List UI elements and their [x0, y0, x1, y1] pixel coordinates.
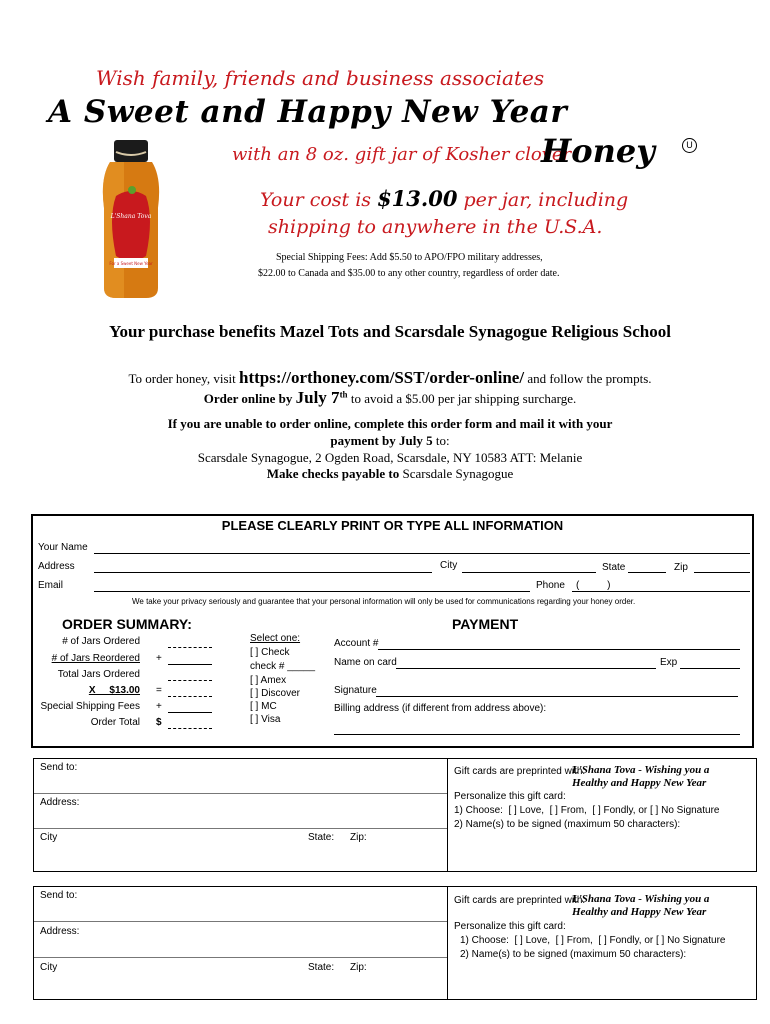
- city-label: City: [440, 560, 458, 571]
- cost-line1: [260, 186, 628, 211]
- select-one-label: Select one:: [250, 633, 301, 644]
- x-price: X $13.00: [88, 685, 140, 696]
- names-2[interactable]: 2) Name(s) to be signed (maximum 50 characters):: [460, 949, 687, 960]
- your-name-field[interactable]: [94, 553, 750, 554]
- send-to-label-2: Send to:: [40, 890, 78, 901]
- choose-2[interactable]: 1) Choose: [ ] Love, [ ] From, [ ] Fondly, or [ ] No Signature: [460, 935, 726, 946]
- honey-word: Honey: [541, 132, 655, 170]
- jars-reordered-label: # of Jars Reordered: [51, 653, 140, 664]
- mc-option[interactable]: [ ] MC: [250, 701, 277, 712]
- state-label-2: State:: [308, 962, 335, 973]
- send-to-field-1[interactable]: [34, 793, 447, 794]
- gift-prefix-1: Gift cards are preprinted with:: [454, 766, 586, 777]
- headline: A Sweet and Happy New Year: [48, 94, 568, 130]
- order-total-field[interactable]: [168, 728, 212, 729]
- jars-reordered-field[interactable]: [168, 664, 212, 665]
- discover-option[interactable]: [ ] Discover: [250, 688, 301, 699]
- billing-field[interactable]: [334, 734, 740, 735]
- cost-line2: shipping to anywhere in the U.S.A.: [268, 216, 603, 238]
- personalize-1: Personalize this gift card:: [454, 791, 566, 802]
- phone-parens: ( ): [576, 580, 611, 591]
- address-label-2: Address:: [40, 926, 80, 937]
- address-label: Address: [38, 561, 75, 572]
- address-field[interactable]: [94, 572, 432, 573]
- state-label-1: State:: [308, 832, 335, 843]
- total-jars-label: Total Jars Ordered: [57, 669, 140, 680]
- state-label: State: [602, 562, 626, 573]
- zip-label-1: Zip:: [350, 832, 367, 843]
- state-field[interactable]: [628, 572, 666, 573]
- names-1[interactable]: 2) Name(s) to be signed (maximum 50 characters):: [454, 819, 681, 830]
- jars-ordered-field[interactable]: [168, 647, 212, 648]
- zip-field[interactable]: [694, 572, 750, 573]
- signature-field[interactable]: [376, 696, 738, 697]
- recipient-divider-1: [447, 758, 448, 871]
- email-field[interactable]: [94, 591, 530, 592]
- name-on-card-label: Name on card: [334, 657, 397, 668]
- mail-to: to:: [432, 433, 450, 448]
- account-label: Account #: [334, 638, 379, 649]
- gift-msg2-2: Healthy and Happy New Year: [572, 906, 707, 918]
- gift-msg2-1: Healthy and Happy New Year: [572, 777, 707, 789]
- signature-label: Signature: [334, 685, 377, 696]
- gift-msg1-1: L'Shana Tova - Wishing you a: [572, 764, 710, 776]
- check-number-field[interactable]: check # _____: [250, 661, 316, 672]
- exp-label: Exp: [660, 657, 678, 668]
- cost-prefix: Your cost is: [260, 189, 378, 211]
- jar-label-bottom: For a Sweet New Year: [109, 261, 153, 266]
- privacy-note: We take your privacy seriously and guarantee that your personal information will only be used for communications regarding your honey order.: [132, 597, 636, 606]
- checks-payee: Scarsdale Synagogue: [399, 466, 514, 481]
- choose-1[interactable]: 1) Choose: [ ] Love, [ ] From, [ ] Fondly, or [ ] No Signature: [454, 805, 720, 816]
- deadline-line: [0, 388, 770, 408]
- order-online-line: [0, 368, 770, 388]
- exp-field[interactable]: [680, 668, 740, 669]
- mail-line1: If you are unable to order online, complete this order form and mail it with your: [167, 416, 613, 431]
- order-total-label: Order Total: [90, 717, 140, 728]
- personalize-2: Personalize this gift card:: [454, 921, 566, 932]
- account-field[interactable]: [378, 649, 740, 650]
- deadline-sup: th: [339, 389, 348, 400]
- special-shipping-label: Special Shipping Fees: [40, 701, 140, 712]
- honey-jar-image: [96, 138, 166, 300]
- special-shipping-field[interactable]: [168, 712, 212, 713]
- gift-line: with an 8 oz. gift jar of Kosher clover: [232, 144, 572, 165]
- send-to-label-1: Send to:: [40, 762, 78, 773]
- cost-price: $13.00: [377, 186, 458, 211]
- address-field-1[interactable]: [34, 828, 447, 829]
- phone-label: Phone: [536, 580, 565, 591]
- order-url-link[interactable]: https://orthoney.com/SST/order-online/: [239, 368, 525, 387]
- subtotal-field[interactable]: [168, 696, 212, 697]
- plus-sign-2: +: [156, 701, 162, 712]
- email-label: Email: [38, 580, 64, 591]
- address-field-2[interactable]: [34, 957, 447, 958]
- order-suffix: and follow the prompts.: [524, 371, 652, 386]
- checks-line: [0, 466, 770, 482]
- phone-field[interactable]: [572, 591, 750, 592]
- equals-sign: =: [156, 685, 162, 696]
- kosher-symbol-icon: U: [682, 138, 697, 153]
- checks-bold: Make checks payable to: [266, 466, 400, 481]
- recipient-divider-2: [447, 886, 448, 999]
- cost-suffix: per jar, including: [457, 189, 629, 211]
- zip-label: Zip: [674, 562, 688, 573]
- tagline: Wish family, friends and business associates: [96, 66, 545, 90]
- plus-sign-1: +: [156, 653, 162, 664]
- name-on-card-field[interactable]: [396, 668, 656, 669]
- city-label-2: City: [40, 962, 58, 973]
- deadline-date: July 7: [295, 388, 340, 407]
- deadline-suffix: to avoid a $5.00 per jar shipping surcharge.: [347, 391, 577, 406]
- order-prefix: To order honey, visit: [128, 371, 239, 386]
- dollar-sign: $: [156, 717, 162, 728]
- shipping-fees-1: Special Shipping Fees: Add $5.50 to APO/FPO military addresses,: [276, 252, 543, 263]
- amex-option[interactable]: [ ] Amex: [250, 675, 287, 686]
- address-label-1: Address:: [40, 797, 80, 808]
- city-field[interactable]: [462, 572, 596, 573]
- city-label-1: City: [40, 832, 58, 843]
- jars-ordered-label: # of Jars Ordered: [62, 636, 140, 647]
- form-title: PLEASE CLEARLY PRINT OR TYPE ALL INFORMATION: [221, 518, 564, 533]
- mail-address: Scarsdale Synagogue, 2 Ogden Road, Scarsdale, NY 10583 ATT: Melanie: [197, 450, 583, 465]
- visa-option[interactable]: [ ] Visa: [250, 714, 281, 725]
- check-option[interactable]: [ ] Check: [250, 647, 290, 658]
- order-summary-title: ORDER SUMMARY:: [62, 616, 192, 632]
- jar-label-top: L'Shana Tova: [110, 213, 152, 220]
- mail-deadline: payment by July 5: [330, 433, 433, 448]
- billing-label: Billing address (if different from address above):: [334, 703, 547, 714]
- total-jars-field[interactable]: [168, 680, 212, 681]
- mail-line2: [0, 433, 770, 449]
- shipping-fees-2: $22.00 to Canada and $35.00 to any other country, regardless of order date.: [258, 268, 560, 279]
- zip-label-2: Zip:: [350, 962, 367, 973]
- payment-title: PAYMENT: [452, 616, 519, 632]
- gift-prefix-2: Gift cards are preprinted with:: [454, 895, 586, 906]
- send-to-field-2[interactable]: [34, 921, 447, 922]
- benefits-heading: Your purchase benefits Mazel Tots and Scarsdale Synagogue Religious School: [109, 322, 671, 341]
- your-name-label: Your Name: [38, 542, 88, 553]
- gift-msg1-2: L'Shana Tova - Wishing you a: [572, 893, 710, 905]
- deadline-prefix: Order online by: [203, 391, 296, 406]
